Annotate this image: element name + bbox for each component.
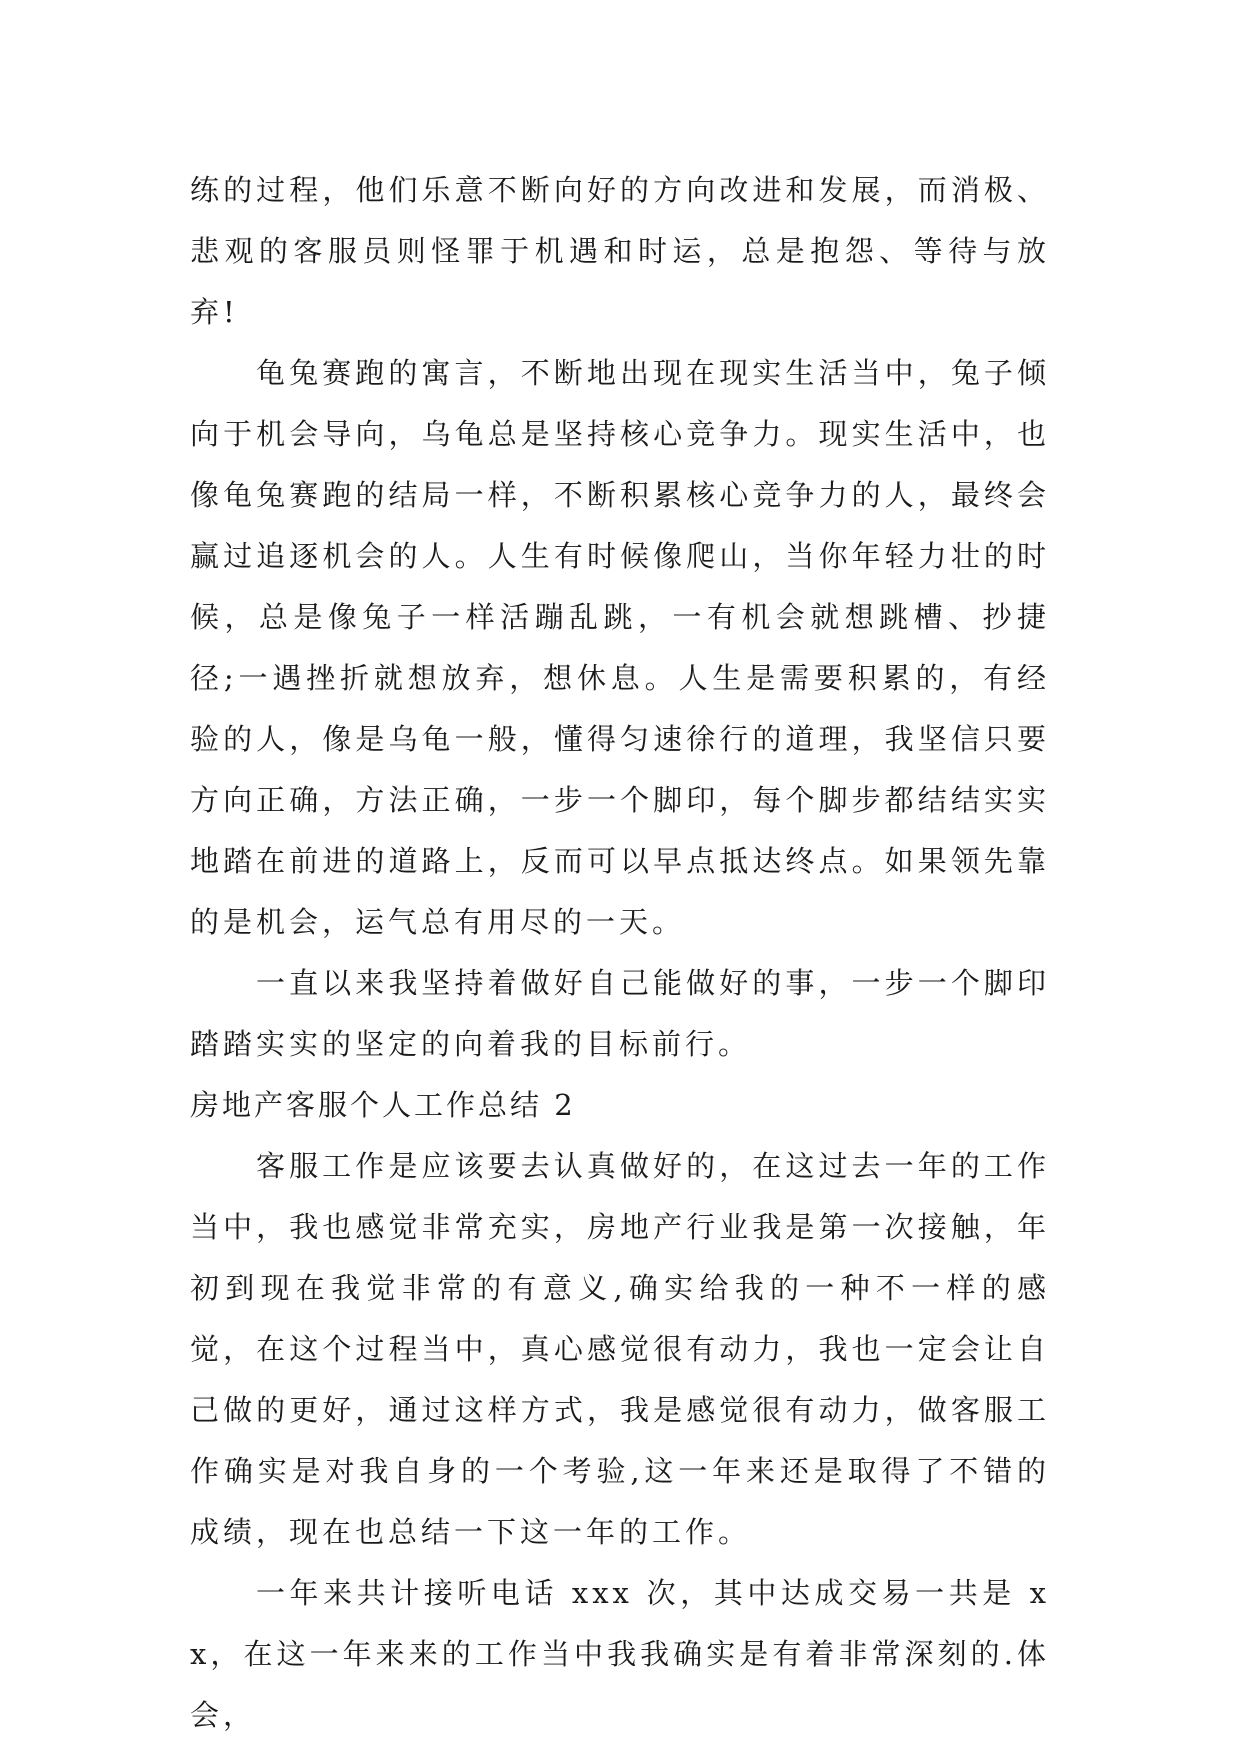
paragraph-phone-calls: 一年来共计接听电话 xxx 次，其中达成交易一共是 xx，在这一年来来的工作当中我我确实是有着非常深刻的.体会， xyxy=(190,1576,1050,1732)
paragraph-continued: 练的过程，他们乐意不断向好的方向改进和发展，而消极、悲观的客服员则怪罪于机遇和时运，总是抱怨、等待与放弃! xyxy=(190,173,1050,329)
section-title: 房地产客服个人工作总结 2 xyxy=(190,1088,576,1122)
document-body xyxy=(190,160,1050,1746)
paragraph-customer-service: 客服工作是应该要去认真做好的，在这过去一年的工作当中，我也感觉非常充实，房地产行业我是第一次接触，年初到现在我觉非常的有意义,确实给我的一种不一样的感觉，在这个过程当中，真心感觉很有动力，我也一定会让自己做的更好，通过这样方式，我是感觉很有动力，做客服工作确实是对我自身的一个考验,这一年来还是取得了不错的成绩，现在也总结一下这一年的工作。 xyxy=(190,1149,1050,1549)
paragraph-step-by-step: 一直以来我坚持着做好自己能做好的事，一步一个脚印踏踏实实的坚定的向着我的目标前行。 xyxy=(190,966,1050,1061)
paragraph-tortoise-hare: 龟兔赛跑的寓言，不断地出现在现实生活当中，兔子倾向于机会导向，乌龟总是坚持核心竞争力。现实生活中，也像龟兔赛跑的结局一样，不断积累核心竞争力的人，最终会赢过追逐机会的人。人生有时候像爬山，当你年轻力壮的时候，总是像兔子一样活蹦乱跳，一有机会就想跳槽、抄捷径;一遇挫折就想放弃，想休息。人生是需要积累的，有经验的人，像是乌龟一般，懂得匀速徐行的道理，我坚信只要方向正确，方法正确，一步一个脚印，每个脚步都结结实实地踏在前进的道路上，反而可以早点抵达终点。如果领先靠的是机会，运气总有用尽的一天。 xyxy=(190,356,1050,939)
